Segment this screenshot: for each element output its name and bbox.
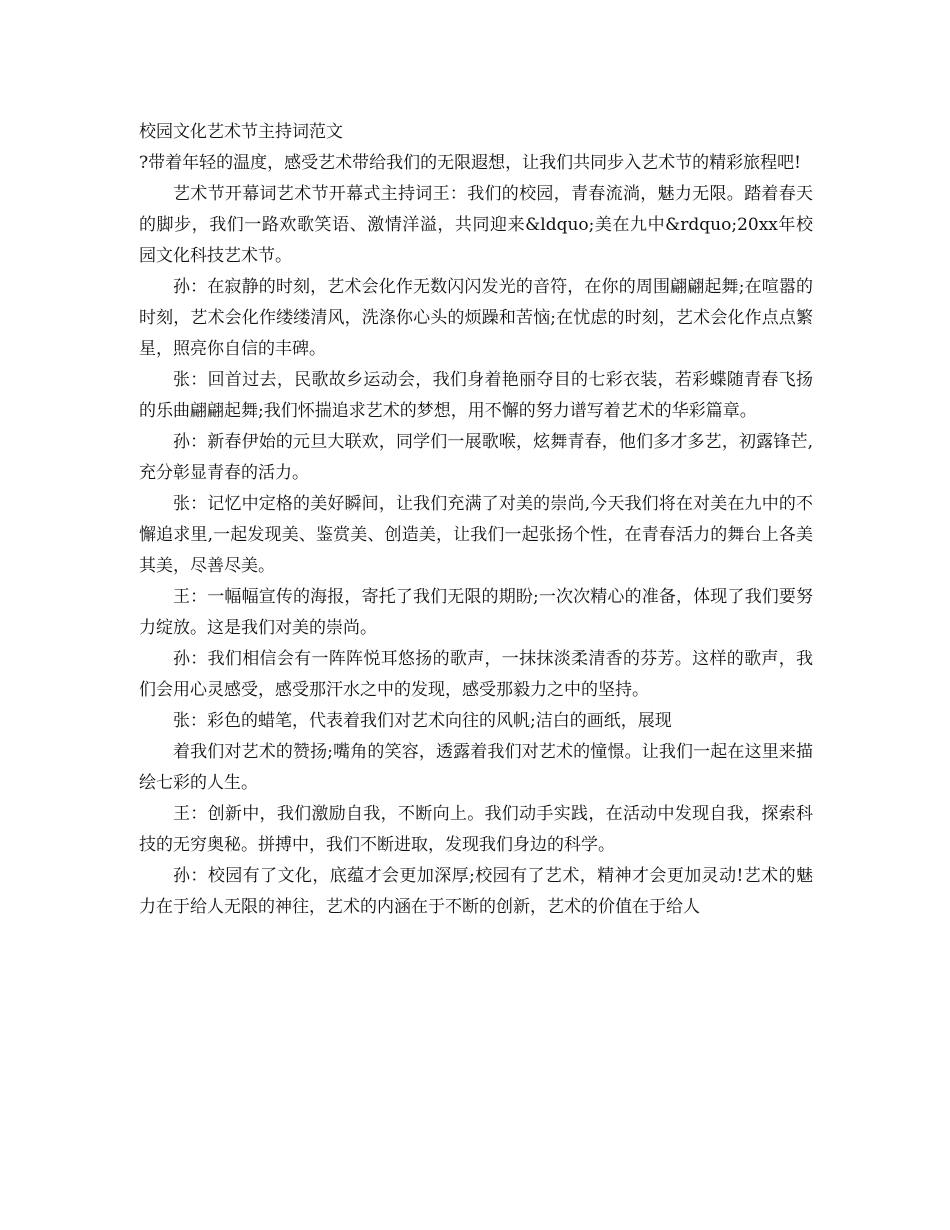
paragraph: 艺术节开幕词艺术节开幕式主持词王：我们的校园，青春流淌，魅力无限。踏着春天的脚步，我们一路欢歌笑语、激情洋溢，共同迎来&ldquo;美在九中&rdquo;20xx年校园文化科技艺术节。 [139, 184, 813, 266]
paragraph-intro: ?带着年轻的温度，感受艺术带给我们的无限遐想，让我们共同步入艺术节的精彩旅程吧! [139, 153, 801, 173]
paragraph: 孙：新春伊始的元旦大联欢，同学们一展歌喉，炫舞青春，他们多才多艺，初露锋芒,充分彰显青春的活力。 [139, 432, 813, 483]
paragraph: 张：回首过去，民歌故乡运动会，我们身着艳丽夺目的七彩衣装，若彩蝶随青春飞扬的乐曲翩翩起舞;我们怀揣追求艺术的梦想，用不懈的努力谱写着艺术的华彩篇章。 [139, 370, 813, 421]
document-title: 校园文化艺术节主持词范文 [139, 122, 343, 142]
paragraph: 张：记忆中定格的美好瞬间，让我们充满了对美的崇尚,今天我们将在对美在九中的不懈追求里,一起发现美、鉴赏美、创造美，让我们一起张扬个性，在青春活力的舞台上各美其美，尽善尽美。 [139, 494, 813, 576]
document-body [139, 117, 813, 923]
paragraph: 王：创新中，我们激励自我，不断向上。我们动手实践，在活动中发现自我，探索科技的无穷奥秘。拼搏中，我们不断进取，发现我们身边的科学。 [139, 804, 813, 855]
paragraph: 张：彩色的蜡笔，代表着我们对艺术向往的风帆;洁白的画纸，展现 [173, 711, 672, 731]
paragraph: 孙：在寂静的时刻，艺术会化作无数闪闪发光的音符，在你的周围翩翩起舞;在喧嚣的时刻，艺术会化作缕缕清风，洗涤你心头的烦躁和苦恼;在忧虑的时刻，艺术会化作点点繁星，照亮你自信的丰碑。 [139, 277, 813, 359]
paragraph: 孙：校园有了文化，底蕴才会更加深厚;校园有了艺术，精神才会更加灵动!艺术的魅力在于给人无限的神往，艺术的内涵在于不断的创新，艺术的价值在于给人 [139, 866, 813, 917]
paragraph: 着我们对艺术的赞扬;嘴角的笑容，透露着我们对艺术的憧憬。让我们一起在这里来描绘七彩的人生。 [139, 742, 813, 793]
paragraph: 王：一幅幅宣传的海报，寄托了我们无限的期盼;一次次精心的准备，体现了我们要努力绽放。这是我们对美的崇尚。 [139, 587, 813, 638]
paragraph: 孙：我们相信会有一阵阵悦耳悠扬的歌声，一抹抹淡柔清香的芬芳。这样的歌声，我们会用心灵感受，感受那汗水之中的发现，感受那毅力之中的坚持。 [139, 649, 813, 700]
